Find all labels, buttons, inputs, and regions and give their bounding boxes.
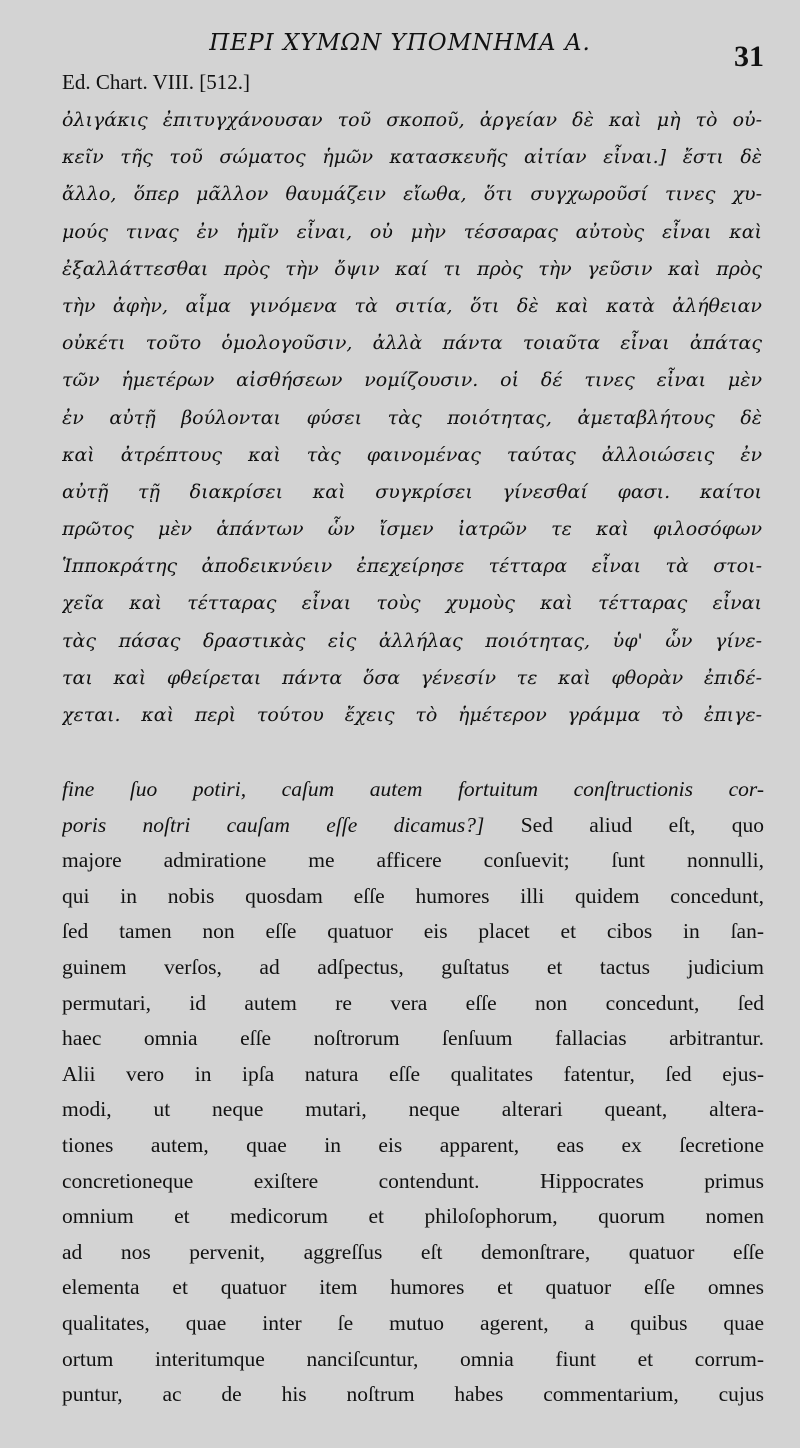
greek-line: τῶν ἡμετέρων αἰσθήσεων νομίζουσιν. οἱ δέ τινες εἶναι μὲν [62, 369, 762, 392]
latin-line: ortum interitumque nanciſcuntur, omnia fiunt et corrum- [62, 1346, 764, 1371]
latin-line: majore admiratione me afficere conſuevit; ſunt nonnulli, [62, 848, 764, 873]
greek-line: αὐτῇ τῇ διακρίσει καὶ συγκρίσει γίνεσθαί φασι. καίτοι [62, 480, 762, 503]
latin-line: haec omnia eſſe noſtrorum ſenſuum fallacias arbitrantur. [62, 1026, 764, 1051]
greek-line: ὀλιγάκις ἐπιτυγχάνουσαν τοῦ σκοποῦ, ἀργείαν δὲ καὶ μὴ τὸ οὐ- [62, 109, 762, 131]
greek-line: μούς τινας ἐν ἡμῖν εἶναι, οὐ μὴν τέσσαρας αὐτοὺς εἶναι καὶ [62, 220, 762, 243]
greek-line: χεῖα καὶ τέτταρας εἶναι τοὺς χυμοὺς καὶ τέτταρας εἶναι [62, 592, 762, 615]
latin-line: omnium et medicorum et philoſophorum, quorum nomen [62, 1204, 764, 1229]
greek-line: ἐν αὐτῇ βούλονται φύσει τὰς ποιότητας, ἀμεταβλήτους δὲ [62, 406, 762, 429]
latin-line: concretioneque exiſtere contendunt. Hippocrates primus [62, 1168, 764, 1193]
latin-line: modi, ut neque mutari, neque alterari queant, altera- [62, 1097, 764, 1122]
latin-line: Alii vero in ipſa natura eſſe qualitates fatentur, ſed ejus- [62, 1061, 764, 1086]
greek-line: καὶ ἀτρέπτους καὶ τὰς φαινομένας ταύτας ἀλλοιώσεις ἐν [62, 443, 762, 466]
greek-text-block [62, 102, 762, 734]
greek-line: Ἱπποκράτης ἀποδεικνύειν ἐπεχείρησε τέτταρα εἶναι τὰ στοι- [62, 555, 762, 578]
edition-reference: Ed. Chart. VIII. [512.] [62, 70, 250, 94]
greek-line: οὐκέτι τοῦτο ὁμολογοῦσιν, ἀλλὰ πάντα τοιαῦτα εἶναι ἀπάτας [62, 332, 762, 355]
greek-line: ται καὶ φθείρεται πάντα ὅσα γένεσίν τε καὶ φθορὰν ἐπιδέ- [62, 666, 762, 689]
latin-line: tiones autem, quae in eis apparent, eas ex ſecretione [62, 1132, 764, 1157]
latin-line: permutari, id autem re vera eſſe non concedunt, ſed [62, 990, 764, 1015]
latin-line: elementa et quatuor item humores et quatuor eſſe omnes [62, 1275, 764, 1300]
latin-italic-segment: poris noſtri cauſam eſſe dicamus?] [62, 812, 485, 837]
greek-line: τὴν ἀφὴν, αἷμα γινόμενα τὰ σιτία, ὅτι δὲ καὶ κατὰ ἀλήθειαν [62, 294, 762, 317]
latin-roman-segment: Sed aliud eſt, quo [484, 812, 764, 837]
running-header-title: ΠΕΡΙ ΧΥΜΩΝ ΥΠΟΜΝΗΜΑ Α. [209, 30, 591, 56]
latin-line: ad nos pervenit, aggreſſus eſt demonſtrare, quatuor eſſe [62, 1239, 764, 1264]
latin-line: puntur, ac de his noſtrum habes commentarium, cujus [62, 1382, 764, 1407]
greek-line: χεται. καὶ περὶ τούτου ἔχεις τὸ ἡμέτερον γράμμα τὸ ἐπιγε- [62, 704, 762, 726]
greek-line: ἄλλο, ὅπερ μᾶλλον θαυμάζειν εἴωθα, ὅτι συγχωροῦσί τινες χυ- [62, 183, 762, 206]
latin-line: ſed tamen non eſſe quatuor eis placet et cibos in ſan- [62, 919, 764, 944]
latin-line: fine ſuo potiri, caſum autem fortuitum conſtructionis cor- [62, 777, 764, 801]
greek-line: πρῶτος μὲν ἁπάντων ὧν ἴσμεν ἰατρῶν τε καὶ φιλοσόφων [62, 518, 762, 541]
greek-line: ἐξαλλάττεσθαι πρὸς τὴν ὄψιν καί τι πρὸς τὴν γεῦσιν καὶ πρὸς [62, 257, 762, 280]
latin-line: guinem verſos, ad adſpectus, guſtatus et tactus judicium [62, 954, 764, 979]
latin-line: qui in nobis quosdam eſſe humores illi quidem concedunt, [62, 883, 764, 908]
latin-line: qualitates, quae inter ſe mutuo agerent, a quibus quae [62, 1310, 764, 1335]
latin-text-block [62, 772, 764, 1413]
page-number: 31 [734, 40, 764, 73]
greek-line: τὰς πάσας δραστικὰς εἰς ἀλλήλας ποιότητας, ὑφ' ὧν γίνε- [62, 629, 762, 652]
greek-line: κεῖν τῆς τοῦ σώματος ἡμῶν κατασκευῆς αἰτίαν εἶναι.] ἔστι δὲ [62, 146, 762, 169]
latin-line-mixed [62, 808, 764, 844]
